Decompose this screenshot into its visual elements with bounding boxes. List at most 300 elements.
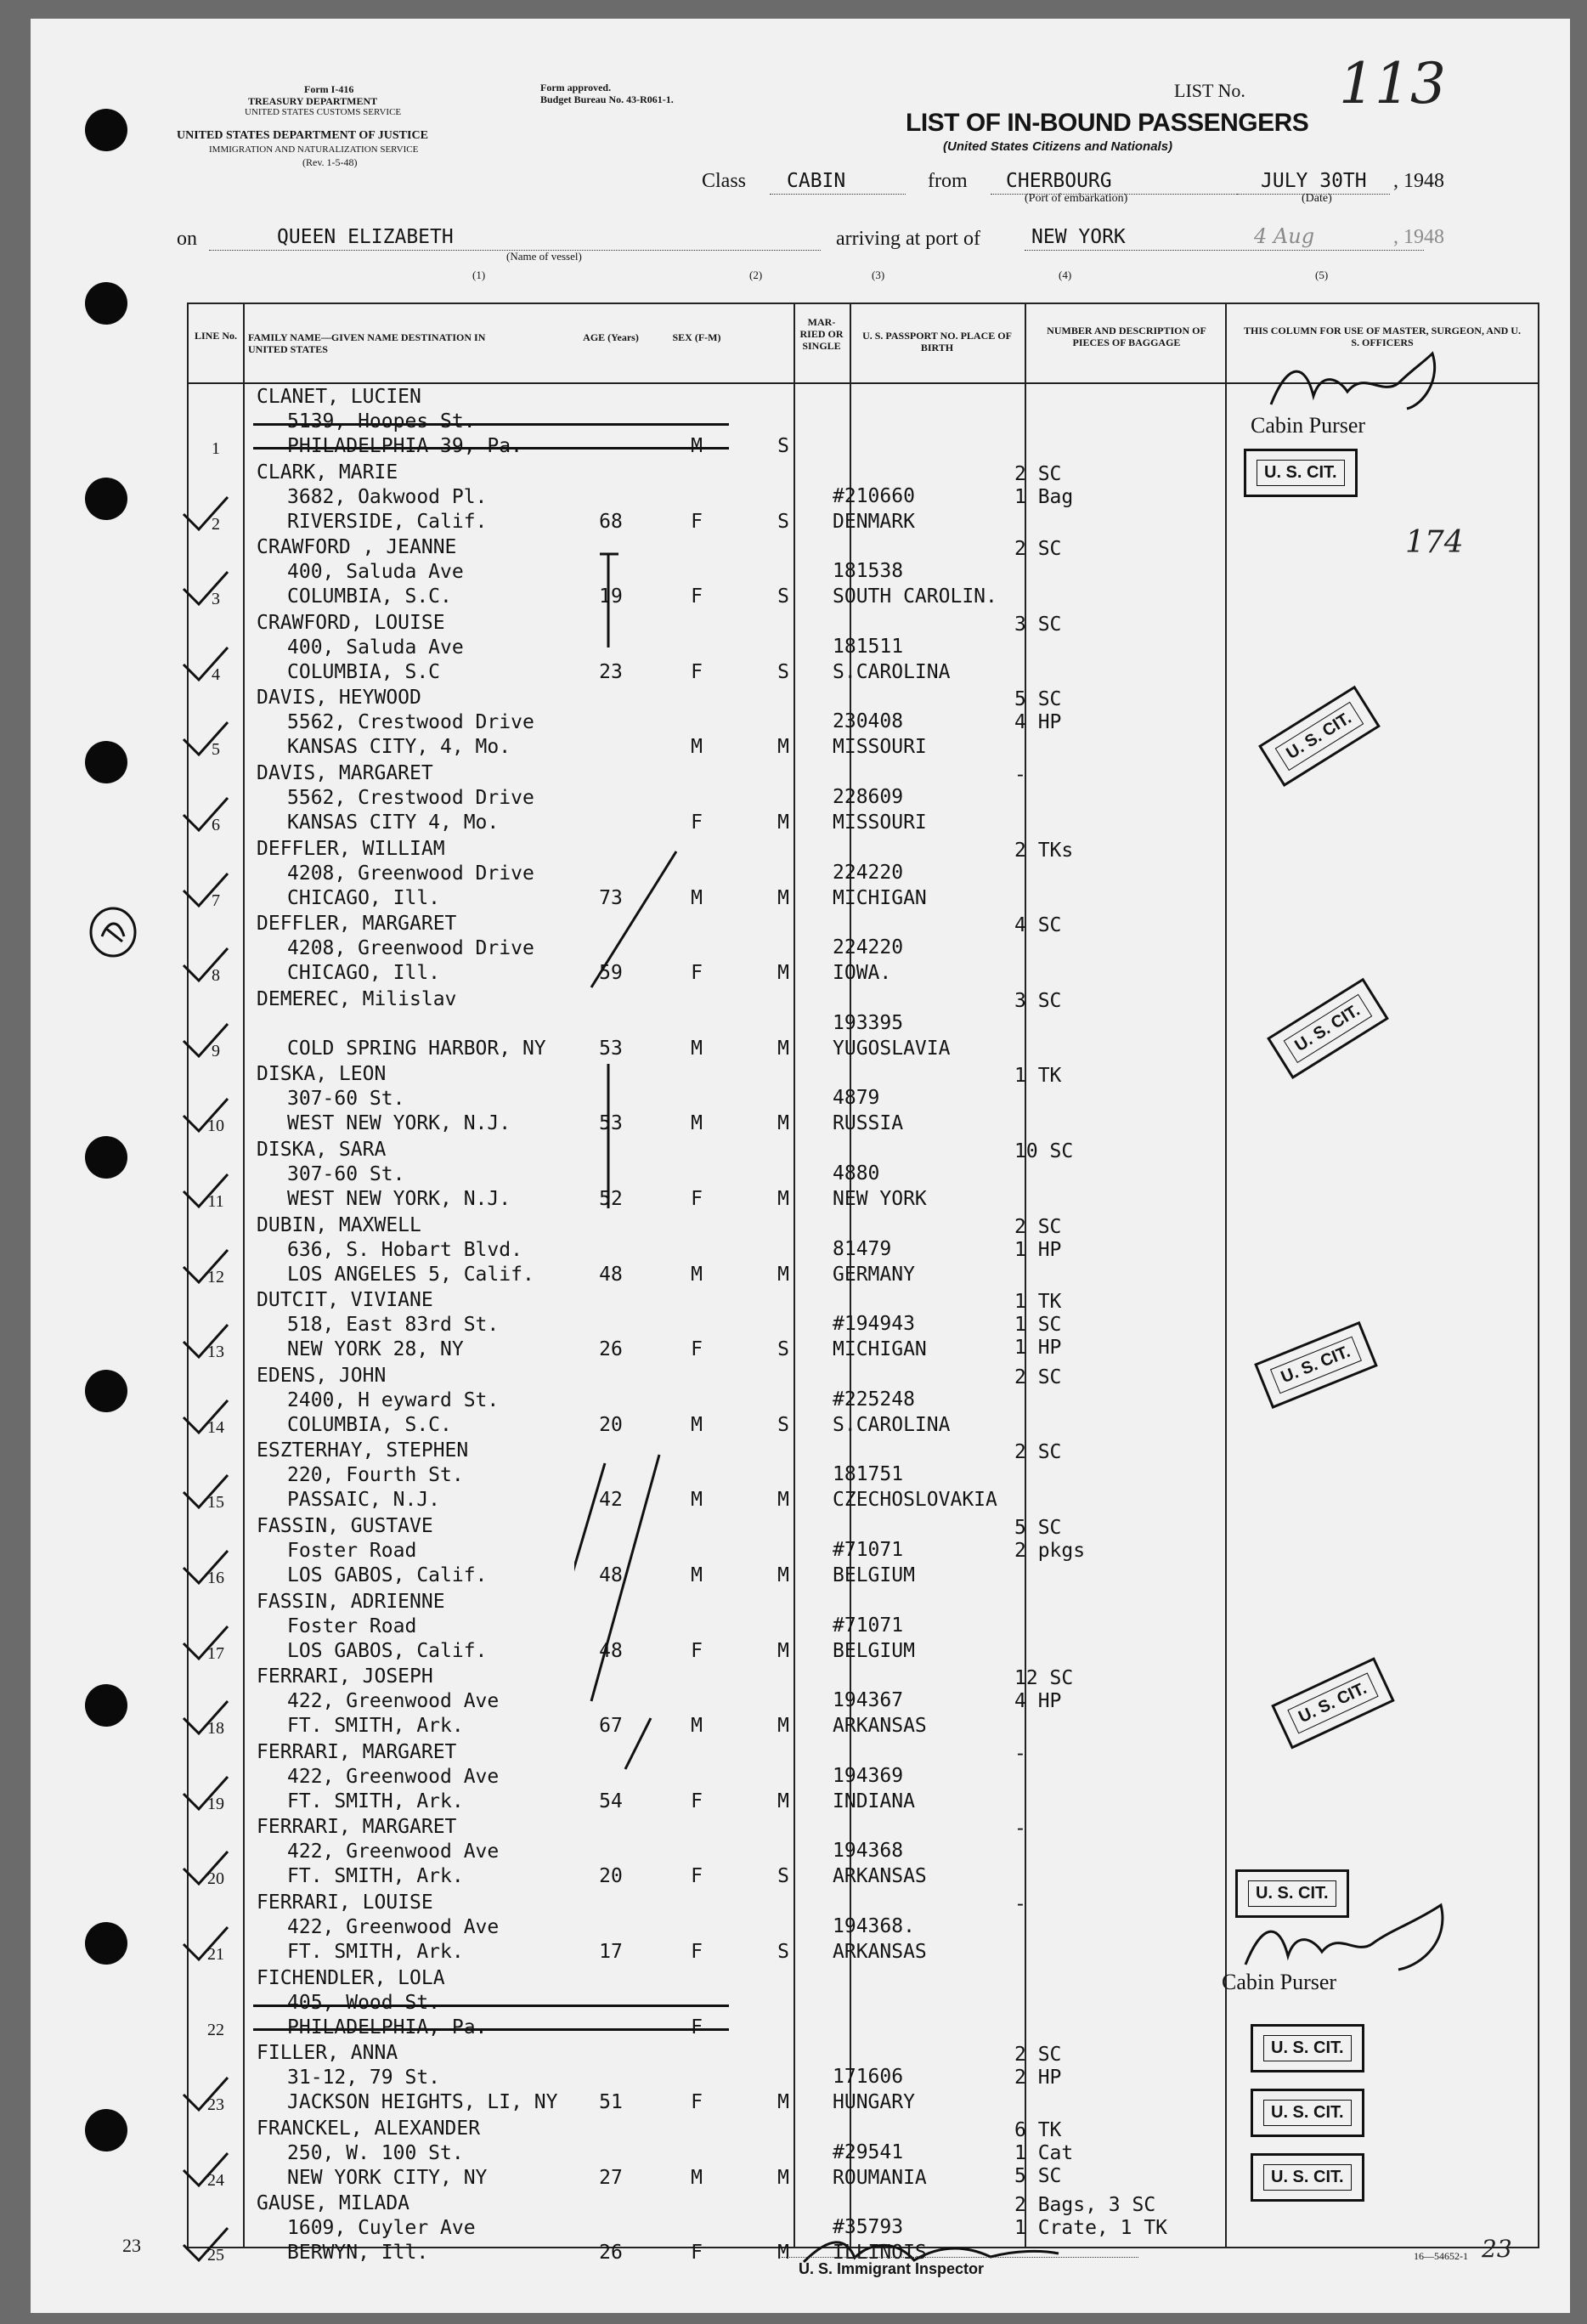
marital-status: M — [777, 2091, 789, 2114]
passenger-city: WEST NEW YORK, N.J. — [287, 1112, 511, 1135]
passenger-address: 400, Saluda Ave — [287, 636, 464, 659]
marital-status: M — [777, 736, 789, 759]
passenger-address: 307-60 St. — [287, 1163, 405, 1185]
place-of-birth: S.CAROLINA — [833, 660, 951, 683]
passenger-sex: M — [691, 1489, 703, 1512]
marital-status: S — [777, 435, 789, 457]
passenger-sex: M — [691, 1037, 703, 1060]
passenger-sex: M — [691, 736, 703, 759]
passenger-age: 48 — [599, 1564, 623, 1586]
binder-hole — [85, 741, 127, 783]
place-of-birth: SOUTH CAROLIN. — [833, 585, 997, 608]
document-title: LIST OF IN-BOUND PASSENGERS — [906, 109, 1309, 137]
line-number: 17 — [207, 1643, 224, 1663]
check-mark-icon — [180, 1397, 231, 1436]
passenger-address: 307-60 St. — [287, 1088, 405, 1111]
line-number: 6 — [212, 816, 220, 834]
revision: (Rev. 1-5-48) — [302, 156, 358, 168]
passenger-sex: M — [691, 1112, 703, 1135]
check-mark-icon — [180, 1924, 231, 1963]
strike-line — [253, 423, 729, 426]
passenger-name: FERRARI, MARGARET — [257, 1816, 457, 1839]
passenger-age: 26 — [599, 1338, 623, 1361]
passenger-sex: M — [691, 1413, 703, 1436]
baggage-description: 2 SC 1 HP — [1014, 1215, 1062, 1261]
inspector-label: U. S. Immigrant Inspector — [799, 2260, 985, 2277]
passenger-city: FT. SMITH, Ark. — [287, 1865, 464, 1888]
cabin-purser-label: Cabin Purser — [1222, 1970, 1337, 1994]
passenger-name: DUBIN, MAXWELL — [257, 1213, 421, 1236]
marital-status: M — [777, 2242, 789, 2265]
passenger-city: KANSAS CITY, 4, Mo. — [287, 736, 511, 759]
passenger-name: ESZTERHAY, STEPHEN — [257, 1439, 469, 1462]
passenger-sex: F — [691, 962, 703, 985]
list-number: 113 — [1339, 51, 1446, 116]
passport-number: #29541 — [833, 2140, 904, 2163]
passenger-address: 422, Greenwood Ave — [287, 1765, 500, 1788]
col-num-5: (5) — [1315, 269, 1329, 281]
passenger-name: EDENS, JOHN — [257, 1364, 387, 1387]
passport-number: #71071 — [833, 1614, 904, 1637]
header-passport: U. S. PASSPORT NO. PLACE OF BIRTH — [862, 330, 1012, 353]
passport-number: 4880 — [833, 1162, 880, 1185]
baggage-description: - — [1014, 764, 1026, 786]
marital-status: S — [777, 1338, 789, 1361]
passenger-age: 48 — [599, 1263, 623, 1286]
passenger-address: 405, Wood St. — [287, 1991, 441, 2014]
place-of-birth: CZECHOSLOVAKIA — [833, 1489, 997, 1512]
passenger-age: 53 — [599, 1112, 623, 1135]
place-of-birth: IOWA. — [833, 962, 892, 985]
baggage-description: - — [1014, 1818, 1026, 1841]
passenger-address: 250, W. 100 St. — [287, 2141, 464, 2164]
passenger-city: JACKSON HEIGHTS, LI, NY — [287, 2091, 558, 2114]
place-of-birth: MICHIGAN — [833, 886, 927, 909]
passenger-city: NEW YORK CITY, NY — [287, 2166, 488, 2189]
col-num-1: (1) — [472, 269, 486, 281]
passenger-name: FERRARI, JOSEPH — [257, 1665, 433, 1688]
binder-hole — [85, 109, 127, 151]
passenger-address: 5562, Crestwood Drive — [287, 711, 534, 734]
arrival-underline — [1025, 250, 1424, 251]
vessel-name: QUEEN ELIZABETH — [277, 226, 454, 248]
line-number: 2 — [212, 514, 220, 534]
line-number: 23 — [207, 2095, 224, 2115]
line-number: 16 — [207, 1569, 224, 1587]
check-mark-icon — [180, 1547, 231, 1586]
header-married: MAR-RIED OR SINGLE — [799, 316, 844, 352]
marital-status: M — [777, 1564, 789, 1586]
passenger-age: 52 — [599, 1188, 623, 1210]
table-row — [189, 1513, 1538, 1590]
passenger-city: BERWYN, Ill. — [287, 2242, 429, 2265]
passenger-address: 422, Greenwood Ave — [287, 1916, 500, 1938]
place-of-birth: MISSOURI — [833, 736, 927, 759]
passport-number: 194369 — [833, 1764, 904, 1787]
passenger-age: 19 — [599, 585, 623, 608]
passenger-city: LOS GABOS, Calif. — [287, 1639, 488, 1662]
passenger-name: FASSIN, ADRIENNE — [257, 1590, 445, 1613]
page-number-right: 23 — [1482, 2235, 1512, 2263]
passenger-address: 422, Greenwood Ave — [287, 1690, 500, 1713]
passenger-city: COLUMBIA, S.C — [287, 660, 441, 683]
passenger-address: Foster Road — [287, 1614, 417, 1637]
check-mark-icon — [180, 1848, 231, 1887]
passenger-address: 2400, H eyward St. — [287, 1388, 500, 1411]
on-label: on — [177, 228, 197, 250]
passenger-name: CLANET, LUCIEN — [257, 386, 421, 408]
baggage-description: 2 SC — [1014, 1441, 1062, 1464]
marital-status: M — [777, 1263, 789, 1286]
arrival-year: , 1948 — [1393, 226, 1444, 248]
table-row — [189, 1213, 1538, 1289]
header-sex: SEX (F-M) — [672, 331, 721, 343]
header-name: FAMILY NAME—GIVEN NAME DESTINATION IN UNITED STATES — [248, 331, 486, 355]
passport-number: 4879 — [833, 1087, 880, 1110]
place-of-birth: GERMANY — [833, 1263, 915, 1286]
us-cit-stamp: U. S. CIT. — [1235, 1869, 1349, 1918]
place-of-birth: ARKANSAS — [833, 1715, 927, 1738]
line-number: 11 — [207, 1192, 224, 1211]
binder-hole — [85, 1684, 127, 1727]
baggage-description: 1 TK 1 SC 1 HP — [1014, 1291, 1062, 1360]
line-number: 15 — [207, 1493, 224, 1513]
passenger-sex: M — [691, 886, 703, 909]
check-mark-icon — [180, 1698, 231, 1737]
place-of-birth: MICHIGAN — [833, 1338, 927, 1361]
passenger-name: FILLER, ANNA — [257, 2042, 398, 2065]
baggage-description: 3 SC — [1014, 613, 1062, 636]
line-number: 25 — [207, 2246, 224, 2265]
passenger-sex: M — [691, 2166, 703, 2189]
passenger-name: CRAWFORD , JEANNE — [257, 536, 457, 559]
cabin-purser-label: Cabin Purser — [1251, 413, 1366, 438]
passenger-city: FT. SMITH, Ark. — [287, 1790, 464, 1812]
strike-line — [253, 447, 729, 450]
header-baggage: NUMBER AND DESCRIPTION OF PIECES OF BAGGAGE — [1047, 325, 1206, 348]
passenger-city: COLD SPRING HARBOR, NY — [287, 1037, 546, 1060]
marital-status: M — [777, 1112, 789, 1135]
passenger-name: DEFFLER, WILLIAM — [257, 837, 445, 860]
baggage-description: 1 TK — [1014, 1065, 1062, 1088]
place-of-birth: INDIANA — [833, 1790, 915, 1812]
baggage-description: 2 SC — [1014, 538, 1062, 561]
passenger-age: 73 — [599, 886, 623, 909]
binder-hole — [85, 1922, 127, 1965]
line-number: 3 — [212, 590, 220, 609]
baggage-description: 2 SC 1 Bag — [1014, 462, 1074, 508]
place-of-birth: ARKANSAS — [833, 1865, 927, 1888]
line-number: 10 — [207, 1117, 224, 1136]
passenger-name: FASSIN, GUSTAVE — [257, 1515, 433, 1537]
passenger-name: DAVIS, MARGARET — [257, 762, 433, 784]
passenger-sex: F — [691, 1639, 703, 1662]
passenger-city: PHILADELPHIA 39, Pa. — [287, 435, 522, 457]
passport-number: 171606 — [833, 2066, 904, 2089]
us-cit-stamp: U. S. CIT. — [1251, 2089, 1364, 2137]
check-mark-icon — [180, 2150, 231, 2189]
passenger-name: FRANCKEL, ALEXANDER — [257, 2117, 481, 2140]
strike-line — [253, 2005, 729, 2007]
document-subtitle: (United States Citizens and Nationals) — [943, 139, 1173, 154]
baggage-description: 4 SC — [1014, 914, 1062, 937]
passenger-name: DISKA, SARA — [257, 1139, 387, 1161]
embark-year: , 1948 — [1393, 170, 1444, 192]
passenger-age: 23 — [599, 660, 623, 683]
form-number: Form I-416 — [304, 83, 354, 95]
form-code: 16—54652-1 — [1414, 2250, 1468, 2262]
justice-dept: UNITED STATES DEPARTMENT OF JUSTICE — [177, 129, 428, 142]
passenger-sex: F — [691, 811, 703, 834]
budget-bureau: Budget Bureau No. 43-R061-1. — [540, 93, 674, 105]
table-row — [189, 761, 1538, 837]
binder-hole — [85, 1136, 127, 1179]
passenger-name: FICHENDLER, LOLA — [257, 1966, 445, 1989]
passenger-city: KANSAS CITY 4, Mo. — [287, 811, 500, 834]
binder-hole — [85, 478, 127, 520]
date-caption: (Date) — [1302, 192, 1332, 205]
passenger-sex: F — [691, 2242, 703, 2265]
passenger-sex: F — [691, 585, 703, 608]
marital-status: M — [777, 1715, 789, 1738]
form-approved: Form approved. — [540, 82, 612, 93]
marital-status: M — [777, 1037, 789, 1060]
passenger-city: WEST NEW YORK, N.J. — [287, 1188, 511, 1210]
passenger-sex: F — [691, 510, 703, 533]
marital-status: M — [777, 1188, 789, 1210]
passenger-city: PHILADELPHIA, Pa. — [287, 2016, 488, 2038]
passenger-age: 68 — [599, 510, 623, 533]
passenger-address: 422, Greenwood Ave — [287, 1841, 500, 1863]
passenger-address: 5139, Hoopes St. — [287, 410, 476, 433]
passenger-age: 53 — [599, 1037, 623, 1060]
passport-number: 194368 — [833, 1840, 904, 1863]
passenger-sex: F — [691, 1338, 703, 1361]
passenger-sex: M — [691, 1263, 703, 1286]
line-number: 1 — [212, 439, 220, 458]
from-label: from — [928, 170, 968, 192]
passenger-sex: F — [691, 1790, 703, 1812]
passenger-address: 636, S. Hobart Blvd. — [287, 1238, 522, 1261]
passenger-address: 400, Saluda Ave — [287, 561, 464, 584]
baggage-description: 5 SC 2 pkgs — [1014, 1517, 1086, 1562]
passenger-sex: F — [691, 1188, 703, 1210]
line-number: 7 — [212, 891, 220, 910]
passenger-sex: F — [691, 1941, 703, 1963]
place-of-birth: DENMARK — [833, 510, 915, 533]
passenger-age: 26 — [599, 2242, 623, 2265]
treasury-dept: TREASURY DEPARTMENT — [248, 95, 378, 107]
marital-status: S — [777, 1413, 789, 1436]
line-number: 8 — [212, 966, 220, 986]
inspector-underline — [782, 2257, 1138, 2258]
us-cit-stamp: U. S. CIT. — [1244, 449, 1358, 497]
check-mark-icon — [180, 1773, 231, 1812]
port-caption: (Port of embarkation) — [1025, 192, 1128, 205]
circle-mark — [83, 902, 143, 962]
line-number: 4 — [212, 664, 220, 684]
check-mark-icon — [180, 945, 231, 984]
class-underline — [770, 194, 906, 195]
passenger-sex: F — [691, 2091, 703, 2114]
strike-line — [253, 2028, 729, 2031]
passenger-name: GAUSE, MILADA — [257, 2192, 410, 2215]
passenger-city: COLUMBIA, S.C. — [287, 585, 452, 608]
passport-number: 181751 — [833, 1463, 904, 1486]
check-mark-icon — [180, 568, 231, 608]
passenger-sex: F — [691, 2016, 703, 2038]
check-mark-icon — [180, 1321, 231, 1360]
table-row — [189, 1061, 1538, 1138]
class-label: Class — [702, 170, 747, 192]
header-age: AGE (Years) — [583, 331, 639, 343]
table-row — [189, 534, 1538, 611]
passport-number: 224220 — [833, 861, 904, 884]
line-number: 24 — [207, 2170, 224, 2190]
table-row — [189, 836, 1538, 913]
place-of-birth: NEW YORK — [833, 1188, 927, 1210]
header-officers: THIS COLUMN FOR USE OF MASTER, SURGEON, AND U. S. OFFICERS — [1244, 325, 1521, 348]
check-mark-icon — [180, 644, 231, 683]
passenger-name: FERRARI, MARGARET — [257, 1740, 457, 1763]
purser-signature — [1254, 345, 1458, 421]
customs-service: UNITED STATES CUSTOMS SERVICE — [245, 107, 402, 117]
passenger-address: 518, East 83rd St. — [287, 1314, 500, 1337]
col-num-3: (3) — [872, 269, 885, 281]
baggage-description: 2 TKs — [1014, 839, 1074, 862]
baggage-description: 10 SC — [1014, 1140, 1074, 1162]
list-no-label: LIST No. — [1174, 80, 1245, 101]
passport-number: 81479 — [833, 1237, 892, 1260]
line-number: 9 — [212, 1041, 220, 1060]
passenger-city: LOS ANGELES 5, Calif. — [287, 1263, 534, 1286]
passenger-address: 31-12, 79 St. — [287, 2067, 441, 2089]
passenger-sex: F — [691, 660, 703, 683]
us-cit-stamp: U. S. CIT. — [1258, 686, 1380, 787]
line-number: 13 — [207, 1343, 224, 1362]
baggage-description: 5 SC 4 HP — [1014, 688, 1062, 734]
passport-number: #225248 — [833, 1388, 915, 1411]
passenger-name: DEFFLER, MARGARET — [257, 913, 457, 936]
place-of-birth: ROUMANIA — [833, 2166, 927, 2189]
passenger-address: 4208, Greenwood Drive — [287, 937, 534, 960]
inspector-marks — [574, 529, 727, 1837]
baggage-description: 2 Bags, 3 SC 1 Crate, 1 TK — [1014, 2194, 1168, 2240]
line-number: 5 — [212, 740, 220, 760]
marital-status: M — [777, 962, 789, 985]
check-mark-icon — [180, 2225, 231, 2264]
arrival-port: NEW YORK — [1031, 226, 1126, 248]
table-row — [189, 610, 1538, 687]
marital-status: M — [777, 811, 789, 834]
check-mark-icon — [180, 870, 231, 909]
check-mark-icon — [180, 1095, 231, 1134]
check-mark-icon — [180, 494, 231, 533]
passport-number: 230408 — [833, 710, 904, 733]
passenger-name: DAVIS, HEYWOOD — [257, 687, 421, 710]
check-mark-icon — [180, 794, 231, 834]
line-number: 21 — [207, 1945, 224, 1964]
check-mark-icon — [180, 1472, 231, 1511]
us-cit-stamp: U. S. CIT. — [1251, 2024, 1364, 2072]
passenger-name: DISKA, LEON — [257, 1063, 387, 1086]
passenger-sex: F — [691, 1865, 703, 1888]
passenger-age: 67 — [599, 1715, 623, 1738]
baggage-description: 3 SC — [1014, 989, 1062, 1012]
binder-hole — [85, 1370, 127, 1412]
place-of-birth: ARKANSAS — [833, 1941, 927, 1963]
table-row — [189, 911, 1538, 987]
baggage-description: 2 SC 2 HP — [1014, 2044, 1062, 2089]
passport-number: #35793 — [833, 2216, 904, 2239]
passenger-city: COLUMBIA, S.C. — [287, 1413, 452, 1436]
binder-hole — [85, 2109, 127, 2152]
baggage-description: - — [1014, 1742, 1026, 1765]
place-of-birth: S.CAROLINA — [833, 1413, 951, 1436]
place-of-birth: RUSSIA — [833, 1112, 904, 1135]
check-mark-icon — [180, 1171, 231, 1210]
marital-status: M — [777, 1639, 789, 1662]
passenger-age: 48 — [599, 1639, 623, 1662]
header-line-no: LINE No. — [194, 330, 237, 342]
passport-number: #194943 — [833, 1313, 915, 1336]
line-number: 12 — [207, 1267, 224, 1286]
marital-status: M — [777, 2166, 789, 2189]
passenger-age: 51 — [599, 2091, 623, 2114]
marital-status: M — [777, 886, 789, 909]
check-mark-icon — [180, 1247, 231, 1286]
marital-status: S — [777, 1865, 789, 1888]
table-row — [189, 1589, 1538, 1665]
place-of-birth: HUNGARY — [833, 2091, 915, 2114]
marital-status: S — [777, 510, 789, 533]
passport-number: 194368. — [833, 1915, 915, 1937]
marital-status: S — [777, 585, 789, 608]
passport-number: 181538 — [833, 560, 904, 583]
passenger-address: Foster Road — [287, 1540, 417, 1562]
place-of-birth: BELGIUM — [833, 1639, 915, 1662]
passenger-name: DUTCIT, VIVIANE — [257, 1289, 433, 1312]
passenger-age: 42 — [599, 1489, 623, 1512]
passenger-city: CHICAGO, Ill. — [287, 886, 441, 909]
passport-number: 181511 — [833, 635, 904, 658]
passenger-sex: M — [691, 1564, 703, 1586]
passenger-city: LOS GABOS, Calif. — [287, 1564, 488, 1586]
place-of-birth: YUGOSLAVIA — [833, 1037, 951, 1060]
passenger-city: FT. SMITH, Ark. — [287, 1715, 464, 1738]
line-number: 19 — [207, 1794, 224, 1813]
passenger-name: CLARK, MARIE — [257, 461, 398, 483]
table-row — [189, 1739, 1538, 1816]
passenger-address: 220, Fourth St. — [287, 1464, 464, 1487]
passenger-city: RIVERSIDE, Calif. — [287, 510, 488, 533]
check-mark-icon — [180, 1623, 231, 1662]
passenger-age: 59 — [599, 962, 623, 985]
passenger-age: 54 — [599, 1790, 623, 1812]
passenger-address: 5562, Crestwood Drive — [287, 787, 534, 809]
passenger-address: 1609, Cuyler Ave — [287, 2217, 476, 2240]
passport-number: 228609 — [833, 786, 904, 808]
passenger-city: FT. SMITH, Ark. — [287, 1941, 464, 1963]
manifest-page — [31, 19, 1570, 2313]
check-mark-icon — [180, 719, 231, 758]
baggage-description: 12 SC 4 HP — [1014, 1667, 1074, 1713]
purser-signature — [1220, 1897, 1475, 1982]
table-row — [189, 1438, 1538, 1514]
vessel-caption: (Name of vessel) — [506, 250, 582, 263]
passenger-age: 27 — [599, 2166, 623, 2189]
page-number-left: 23 — [122, 2235, 141, 2256]
